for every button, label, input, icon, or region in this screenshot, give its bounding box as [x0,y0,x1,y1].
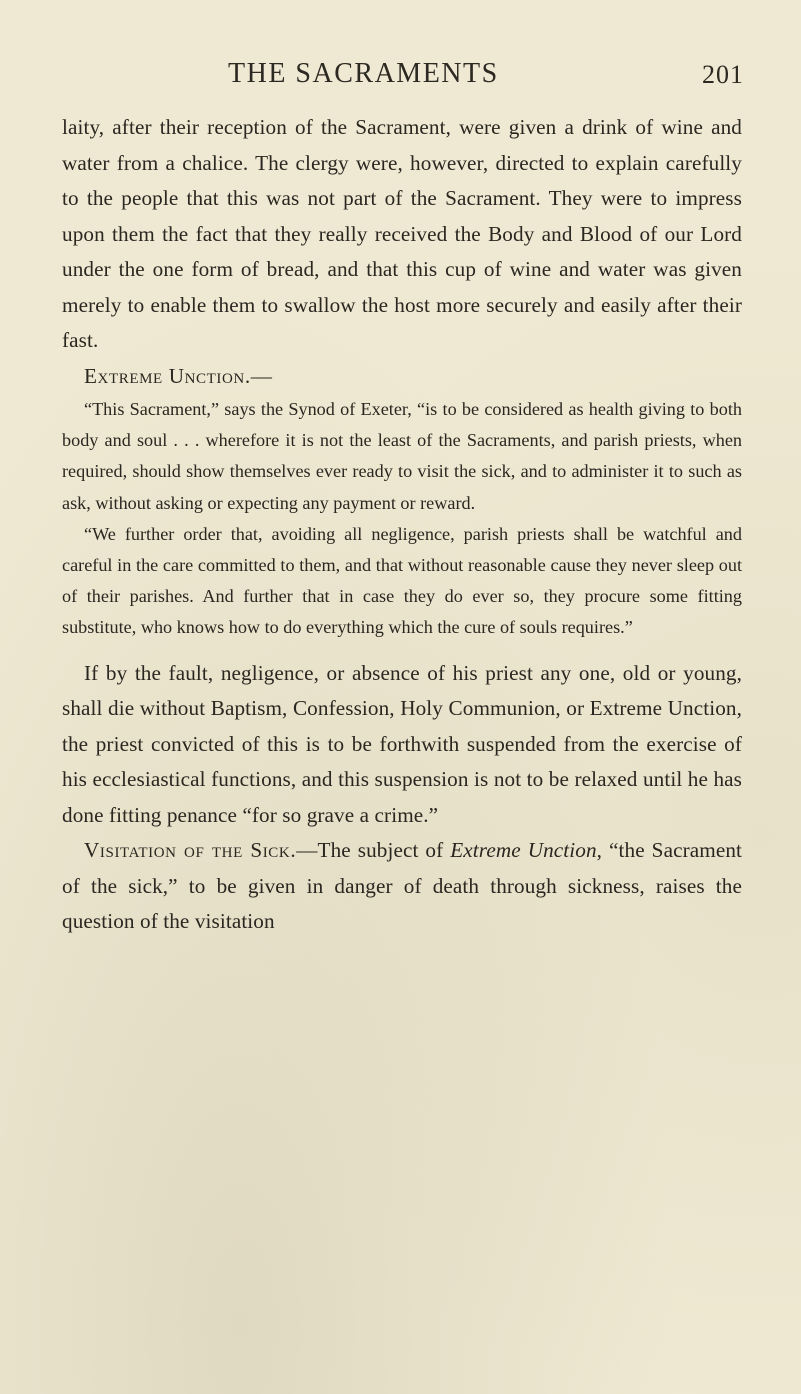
quote-further-order: “We further order that, avoiding all negligence, parish priests shall be watchful and careful in the care committed to them, and that without reasonable cause they never sleep out of their parishes. And further that in case they do ever so, they procure some fitting substitute, who knows how to do everything which the cure of souls requires.” [62,523,742,638]
spacer [62,644,742,656]
quote-synod-exeter: “This Sacrament,” says the Synod of Exeter, “is to be considered as health giving to both body and soul . . . wherefore it is not the least of the Sacraments, and parish priests, when required, should show themselves ever ready to visit the sick, and to administer it to such as ask, without asking or expecting any payment or reward. [62,399,742,513]
page-number: 201 [702,60,744,89]
page-header [0,58,801,98]
body-text [62,110,742,940]
paragraph-laity: laity, after their reception of the Sacrament, were given a drink of wine and water from a chalice. The clergy were, however, directed to explain carefully to the people that this was not part of the Sacrament. They were to impress upon them the fact that they really received the Body and Blood of our Lord under the one form of bread, and that this cup of wine and water was given merely to enable them to swallow the host more securely and easily after their fast. [62,115,742,352]
section-heading-visitation: Visitation of the Sick. [84,838,297,863]
running-title: THE SACRAMENTS [228,58,499,89]
visitation-italic-term: Extreme Unction [450,838,597,863]
heading-extreme-unction-label: Extreme Unction. [84,363,251,388]
visitation-rest: , “the Sacrament of the sick,” to be given in danger of death through sickness, raises the question of the visitation [62,838,743,934]
visitation-lead: —The subject of [296,838,451,863]
heading-dash: — [250,363,272,388]
paragraph-visitation [62,833,742,940]
section-heading-extreme-unction [62,359,742,395]
paragraph-fault-negligence: If by the fault, negligence, or absence of his priest any one, old or young, shall die without Baptism, Confession, Holy Communion, or Extreme Unction, the priest convicted of this is to be forthwith suspended from the exercise of his ecclesiastical functions, and this suspension is not to be relaxed until he has done fitting penance “for so grave a crime.” [62,660,742,827]
